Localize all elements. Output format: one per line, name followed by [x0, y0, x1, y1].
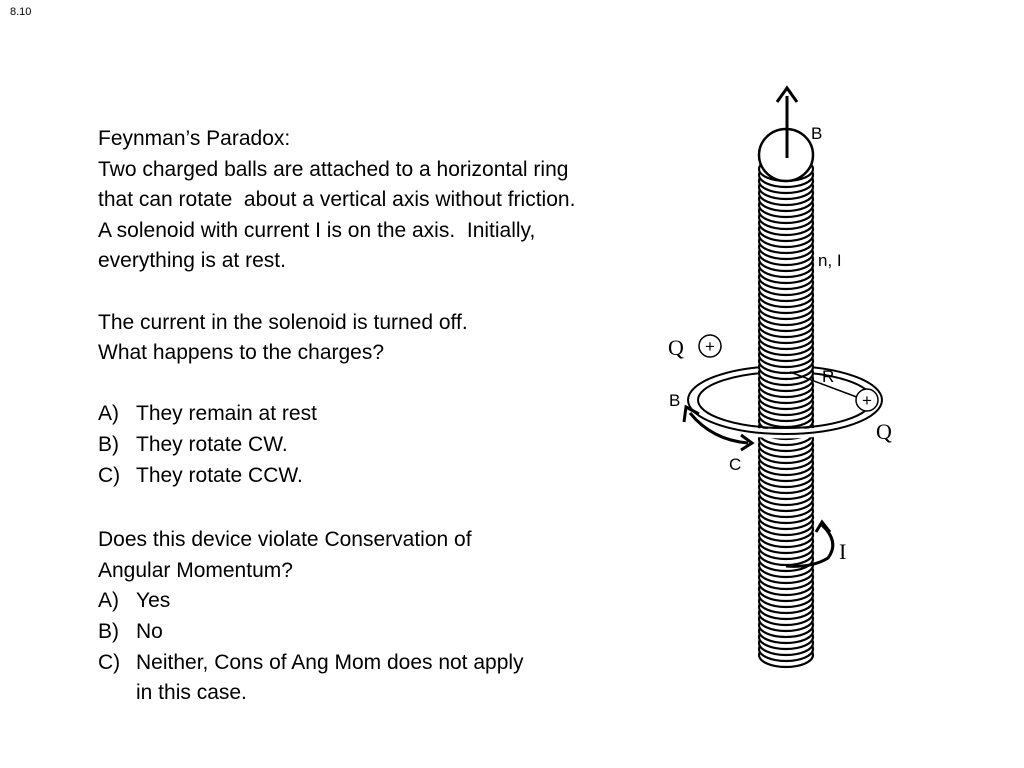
- option-text: Neither, Cons of Ang Mom does not apply: [136, 650, 524, 674]
- intro-line: A solenoid with current I is on the axis. Initially,: [98, 218, 536, 242]
- option-letter: B): [98, 432, 119, 456]
- b-field-label: B: [811, 124, 823, 143]
- option-text: They remain at rest: [136, 402, 317, 426]
- charge-left: [699, 335, 721, 357]
- slide-number: 8.10: [10, 6, 32, 18]
- option-text: They rotate CCW.: [136, 463, 303, 487]
- option-letter: C): [98, 650, 121, 674]
- question2-line: Angular Momentum?: [98, 558, 293, 582]
- option-letter: A): [98, 402, 119, 426]
- solenoid-label: n, I: [818, 251, 842, 270]
- charge-sign: +: [862, 391, 872, 410]
- slide-title: Feynman’s Paradox:: [98, 127, 291, 150]
- rotation-label-c: C: [729, 455, 742, 474]
- q2-option-c-continuation: in this case.: [136, 681, 247, 705]
- scenario-line: The current in the solenoid is turned off.: [98, 310, 468, 334]
- option-letter: C): [98, 463, 121, 487]
- option-text: Yes: [136, 589, 171, 613]
- option-text: No: [136, 619, 163, 643]
- option-letter: A): [98, 589, 119, 613]
- option-text: They rotate CW.: [136, 432, 288, 456]
- intro-line: that can rotate about a vertical axis without friction.: [98, 188, 576, 212]
- charge-right: [856, 389, 878, 411]
- rotation-label-b: B: [669, 391, 681, 410]
- intro-line: Two charged balls are attached to a horizontal ring: [98, 157, 569, 181]
- charge-label-right: Q: [876, 419, 892, 444]
- scenario-line: What happens to the charges?: [98, 341, 385, 365]
- question2-line: Does this device violate Conservation of: [98, 528, 472, 552]
- intro-line: everything is at rest.: [98, 249, 286, 273]
- charge-label-left: Q: [668, 335, 684, 360]
- solenoid-coils: [759, 157, 813, 667]
- radius-label: R: [822, 367, 835, 386]
- current-label: I: [839, 539, 847, 564]
- charge-sign: +: [705, 337, 715, 356]
- option-letter: B): [98, 619, 119, 643]
